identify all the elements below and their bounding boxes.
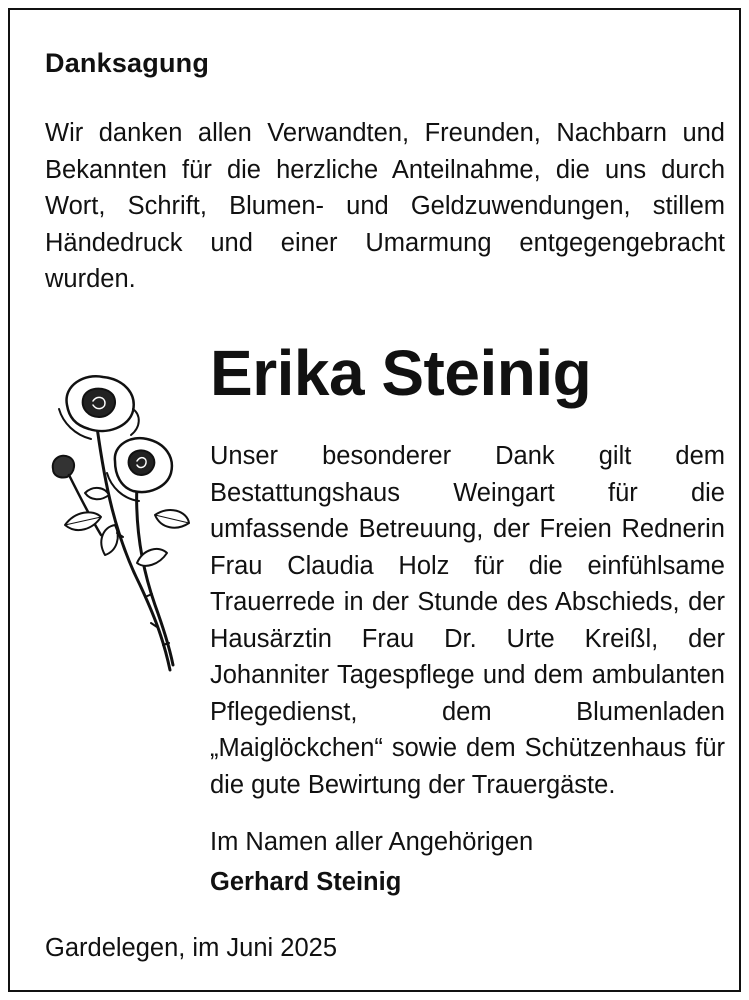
intro-paragraph: Wir danken allen Verwandten, Freunden, Nachbarn und Bekannten für die herzliche Anteilnahme, die uns durch Wort, Schrift, Blumen- und Geldzuwendungen, stillem Händedruck und einer Umarmung entgegengebracht wurden. [45,119,725,293]
notice-title: Danksagung [45,48,210,78]
rose-icon [45,365,195,685]
special-thanks-paragraph: Unser besonderer Dank gilt dem Bestattungshaus Weingart für die umfassende Betreuung, der Freien Rednerin Frau Claudia Holz für die einfühlsame Trauerrede in der Stunde des Abschieds, der Hausärztin Frau Dr. Urte Kreißl, der Johanniter Tagespflege und dem ambulanten Pflegedienst, dem Blumenladen „Maiglöckchen“ sowie dem Schützenhaus für die gute Bewirtung der Trauergäste. [210,442,725,799]
notice-frame [8,8,741,992]
signer-name: Gerhard Steinig [210,868,402,896]
deceased-name: Erika Steinig [210,337,592,409]
on-behalf-line: Im Namen aller Angehörigen [210,828,534,856]
place-date: Gardelegen, im Juni 2025 [45,934,338,962]
